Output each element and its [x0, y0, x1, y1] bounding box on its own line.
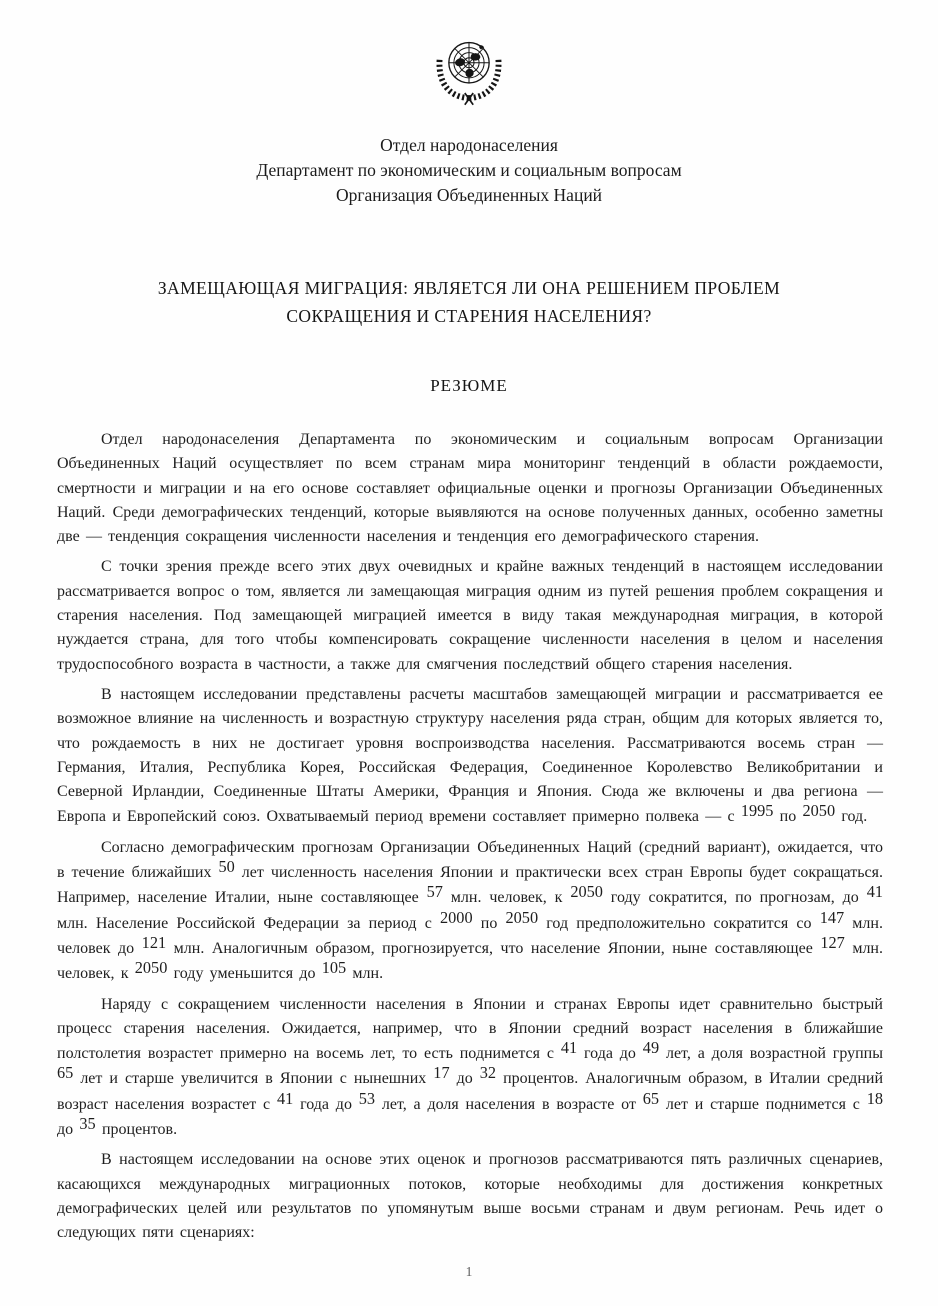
raised-number: 49 [642, 1038, 660, 1058]
emblem-container [0, 0, 938, 115]
title-line-1: ЗАМЕЩАЮЩАЯ МИГРАЦИЯ: ЯВЛЯЕТСЯ ЛИ ОНА РЕШЕНИЕМ ПРОБЛЕМ [157, 278, 781, 298]
raised-number: 41 [560, 1038, 578, 1058]
title-line-2: СОКРАЩЕНИЯ И СТАРЕНИЯ НАСЕЛЕНИЯ? [286, 306, 652, 326]
raised-number: 41 [276, 1088, 294, 1108]
org-line-department: Департамент по экономическим и социальным вопросам [256, 160, 682, 180]
org-line-division: Отдел народонаселения [380, 135, 558, 155]
raised-number: 2050 [505, 907, 539, 927]
document-title [0, 274, 938, 330]
org-header [0, 133, 938, 208]
raised-number: 65 [57, 1063, 74, 1083]
summary-paragraph-1: Отдел народонаселения Департамента по экономическим и социальным вопросам Организации Объединенных Наций осуществляет по всем странам мира мониторинг тенденций в области рождаемости, смертности и миграции и на его основе составляет официальные оценки и прогнозы Организации Объединенных Наций. Среди демографических тенденций, которые выявляются на основе полученных данных, особенно заметны две — тенденция сокращения численности населения и тенденция его демографического старения. [57, 431, 883, 546]
raised-number: 65 [642, 1088, 660, 1108]
summary-body [0, 428, 938, 1246]
raised-number: 41 [866, 882, 883, 902]
raised-number: 2050 [134, 958, 168, 978]
raised-number: 18 [866, 1088, 883, 1108]
raised-number: 17 [433, 1063, 450, 1083]
summary-paragraph-2: С точки зрения прежде всего этих двух очевидных и крайне важных тенденций в настоящем исследовании рассматривается вопрос о том, является ли замещающая миграция одним из путей решения проблем сокращения и старения населения. Под замещающей миграцией имеется в виду такая международная миграция, в которой нуждается страна, для того чтобы компенсировать сокращение численности населения в целом и населения трудоспособного возраста в частности, а также для смягчения последствий общего старения населения. [57, 558, 883, 673]
raised-number: 35 [79, 1114, 96, 1134]
summary-paragraph-5: Наряду с сокращением численности населения в Японии и странах Европы идет сравнительно быстрый процесс старения населения. Ожидается, например, что в Японии средний возраст населения в ближайшие полстолетия возрастет примерно на восемь лет, то есть поднимется с 41 года до 49 лет, а доля возрастной группы 65 лет и старше увеличится в Японии с нынешних 17 до 32 процентов. Аналогичным образом, в Италии средний возраст населения возрастет с 41 года до 53 лет, а доля населения в возрасте от 65 лет и старше поднимется с 18 до 35 процентов. [57, 995, 884, 1139]
raised-number: 1995 [740, 801, 774, 821]
raised-number: 32 [479, 1063, 497, 1083]
raised-number: 50 [218, 857, 235, 877]
page-number: 1 [465, 1264, 473, 1279]
section-heading-resume: РЕЗЮМЕ [430, 376, 508, 395]
summary-paragraph-3: В настоящем исследовании представлены расчеты масштабов замещающей миграции и рассматривается ее возможное влияние на численность и возрастную структуру населения ряда стран, общим для которых является то, что рождаемость в них не достигает уровня воспроизводства населения. Рассматриваются восемь стран — Германия, Италия, Республика Корея, Российская Федерация, Соединенное Королевство Великобритании и Северной Ирландии, Соединенные Штаты Америки, Франция и Япония. Сюда же включены и два региона — Европа и Европейский союз. Охватываемый период времени составляет примерно полвека — с 1995 по 2050 год. [57, 685, 883, 826]
summary-paragraph-4: Согласно демографическим прогнозам Организации Объединенных Наций (средний вариант), ожидается, что в течение ближайших 50 лет численность населения Японии и практически всех стран Европы будет сокращаться. Например, население Италии, ныне составляющее 57 млн. человек, к 2050 году сократится, по прогнозам, до 41 млн. Население Российской Федерации за период с 2000 по 2050 год предположительно сократится со 147 млн. человек до 121 млн. Аналогичным образом, прогнозируется, что население Японии, ныне составляющее 127 млн. человек, к 2050 году уменьшится до 105 млн. [57, 838, 883, 983]
raised-number: 127 [820, 932, 845, 952]
raised-number: 2000 [439, 907, 473, 927]
raised-number: 57 [426, 882, 443, 902]
raised-number: 147 [819, 907, 845, 927]
raised-number: 53 [358, 1088, 376, 1108]
raised-number: 121 [141, 932, 167, 952]
summary-paragraph-6: В настоящем исследовании на основе этих оценок и прогнозов рассматриваются пять различных сценариев, касающихся международных миграционных потоков, которые необходимы для достижения конкретных демографических целей или результатов по упомянутым выше восьми странам и двум регионам. Речь идет о следующих пяти сценариях: [57, 1151, 883, 1242]
raised-number: 2050 [570, 882, 603, 902]
un-emblem-icon [427, 34, 511, 110]
org-line-united-nations: Организация Объединенных Наций [335, 185, 603, 205]
raised-number: 2050 [802, 801, 836, 821]
raised-number: 105 [321, 958, 347, 978]
